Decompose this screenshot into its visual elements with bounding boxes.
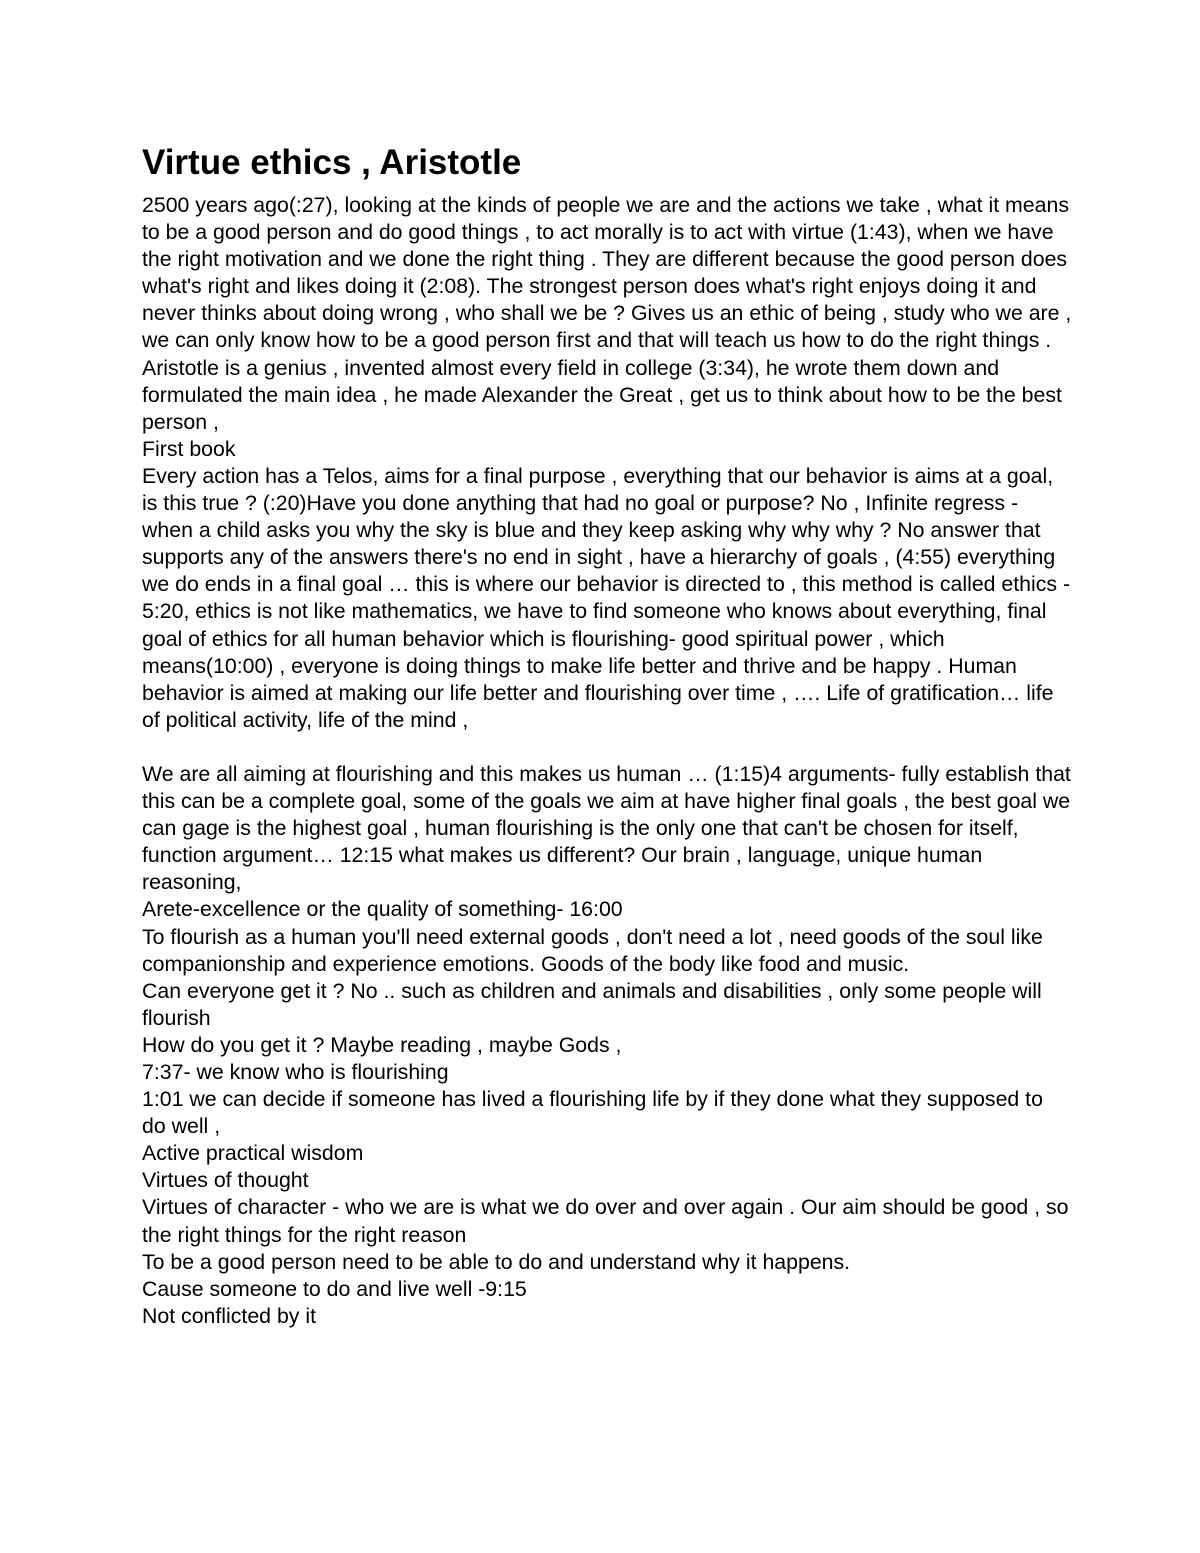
paragraph-telos: Every action has a Telos, aims for a final purpose , everything that our behavior is aims at a goal, is this true ? (:20)Have you done anything that had no goal or purpose? No , Infinite regress - when a child asks you why the sky is blue and they keep asking why why why ? No answer that supports any of the answers there's no end in sight , have a hierarchy of goals , (4:55) everything we do ends in a final goal … this is where our behavior is directed to , this method is called ethics - 5:20, ethics is not like mathematics, we have to find someone who knows about everything, final goal of ethics for all human behavior which is flourishing- good spiritual power , which means(10:00) , everyone is doing things to make life better and thrive and be happy . Human behavior is aimed at making our life better and flourishing over time , …. Life of gratification… life of political activity, life of the mind , [142,463,1071,732]
paragraph-virtues-thought: Virtues of thought [142,1168,309,1193]
paragraph-how-get-it: How do you get it ? Maybe reading , maybe Gods , [142,1032,622,1057]
paragraph-virtues-character: Virtues of character - who we are is what we do over and over again . Our aim should be good , so the right things for the right reason [142,1195,1069,1247]
paragraph-intro: 2500 years ago(:27), looking at the kinds of people we are and the actions we take , what it means to be a good person and do good things , to act morally is to act with virtue (1:43), when we have the right motivation and we done the right thing . They are different because the good person does what's right and likes doing it (2:08). The strongest person does what's right enjoys doing it and never thinks about doing wrong , who shall we be ? Gives us an ethic of being , study who we are , we can only know how to be a good person first and that will teach us how to do the right things . Aristotle is a genius , invented almost every field in college (3:34), he wrote them down and formulated the main idea , he made Alexander the Great , get us to think about how to be the best person , [142,193,1072,434]
paragraph-flourishing: We are all aiming at flourishing and this makes us human … (1:15)4 arguments- fully establish that this can be a complete goal, some of the goals we aim at have higher final goals , the best goal we can gage is the highest goal , human flourishing is the only one that can't be chosen for itself, function argument… 12:15 what makes us different? Our brain , language, unique human reasoning, [142,761,1071,895]
document-content [142,140,1072,1330]
document-title: Virtue ethics , Aristotle [142,143,522,182]
paragraph-arete: Arete-excellence or the quality of something- 16:00 [142,897,623,922]
document-body [142,192,1072,1330]
paragraph-first-book: First book [142,436,236,461]
paragraph-can-everyone: Can everyone get it ? No .. such as children and animals and disabilities , only some people will flourish [142,978,1042,1030]
paragraph-practical-wisdom: Active practical wisdom [142,1141,364,1166]
paragraph-external-goods: To flourish as a human you'll need external goods , don't need a lot , need goods of the soul like companionship and experience emotions. Goods of the body like food and music. [142,924,1043,976]
paragraph-live-well: Cause someone to do and live well -9:15 [142,1276,527,1301]
paragraph-good-person: To be a good person need to be able to do and understand why it happens. [142,1249,851,1274]
paragraph-who-flourishing: 7:37- we know who is flourishing [142,1060,449,1084]
paragraph-decide: 1:01 we can decide if someone has lived a flourishing life by if they done what they supposed to do well , [142,1087,1043,1139]
paragraph-not-conflicted: Not conflicted by it [142,1303,317,1328]
blank-line [142,734,1072,761]
